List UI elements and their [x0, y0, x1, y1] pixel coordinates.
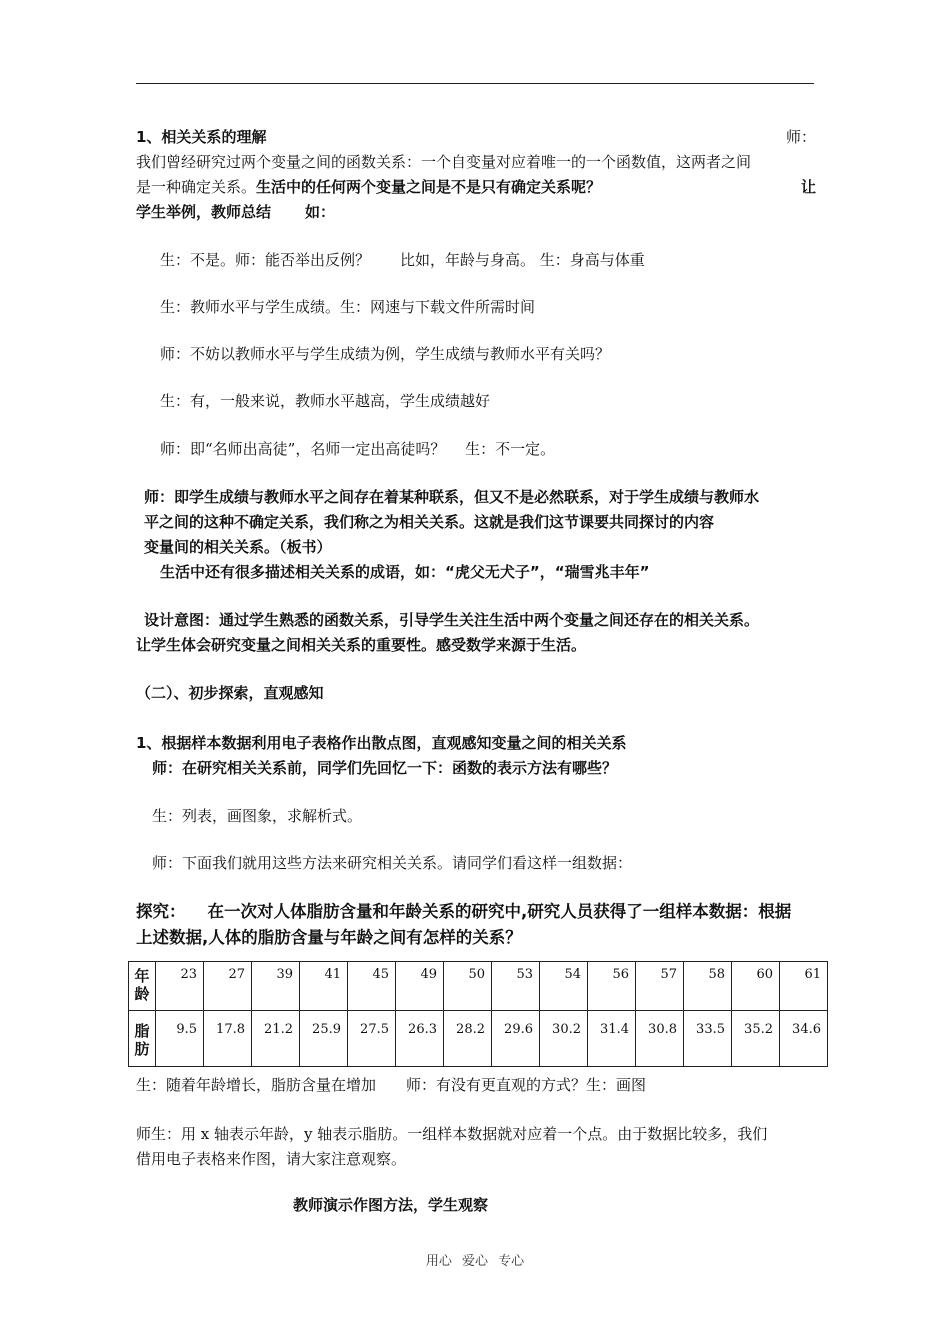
section2-subheading: 1、根据样本数据利用电子表格作出散点图，直观感知变量之间的相关关系	[136, 734, 627, 752]
teacher-tag: 师：	[785, 128, 816, 146]
summary-line-2: 平之间的这种不确定关系，我们称之为相关关系。这就是我们这节课要共同探讨的内容	[144, 513, 715, 531]
fat-cell: 9.5	[156, 1011, 204, 1067]
section2-answer: 生：列表，画图象，求解析式。	[152, 807, 363, 825]
fat-cell: 33.5	[684, 1011, 732, 1067]
fat-cell: 31.4	[588, 1011, 636, 1067]
explore-label: 探究：	[136, 902, 186, 921]
design-line-2: 让学生体会研究变量之间相关关系的重要性。感受数学来源于生活。	[136, 636, 587, 654]
intro-line-2-end: 让	[800, 178, 816, 196]
fat-cell: 17.8	[204, 1011, 252, 1067]
age-cell: 45	[348, 962, 396, 1011]
intro-line-2-plain: 是一种确定关系。	[136, 178, 257, 196]
fat-cell: 30.2	[540, 1011, 588, 1067]
age-header: 年龄	[129, 962, 156, 1011]
explore-text-1: 在一次对人体脂肪含量和年龄关系的研究中,研究人员获得了一组样本数据：根据	[207, 902, 792, 921]
intro-line-3	[136, 202, 335, 222]
design-line-1: 设计意图：通过学生熟悉的函数关系，引导学生关注生活中两个变量之间还存在的相关关系。	[144, 611, 760, 629]
section2-question: 师：在研究相关关系前，同学们先回忆一下：函数的表示方法有哪些？	[152, 759, 618, 777]
section2-teacher: 师：下面我们就用这些方法来研究相关关系。请同学们看这样一组数据：	[152, 854, 633, 872]
fat-cell: 35.2	[732, 1011, 780, 1067]
fat-cell: 25.9	[300, 1011, 348, 1067]
summary-line-4: 生活中还有很多描述相关关系的成语，如：“虎父无犬子”，“瑞雪兆丰年”	[160, 563, 650, 581]
header-rule	[136, 83, 814, 84]
age-cell: 57	[636, 962, 684, 1011]
fat-cell: 28.2	[444, 1011, 492, 1067]
dialogue-line: 师：即“名师出高徒”，名师一定出高徒吗？ 生：不一定。	[160, 440, 556, 458]
age-cell: 61	[780, 962, 828, 1011]
fat-header: 脂肪	[129, 1011, 156, 1067]
table-row-age	[129, 962, 828, 1011]
age-cell: 49	[396, 962, 444, 1011]
intro-line-3-end: 如：	[305, 203, 336, 221]
age-cell: 53	[492, 962, 540, 1011]
age-cell: 41	[300, 962, 348, 1011]
page-footer: 用心 爱心 专心	[425, 1254, 525, 1269]
age-cell: 56	[588, 962, 636, 1011]
summary-line-3: 变量间的相关关系。（板书）	[144, 538, 332, 556]
age-cell: 27	[204, 962, 252, 1011]
demo-line: 教师演示作图方法，学生观察	[293, 1196, 489, 1214]
age-cell: 60	[732, 962, 780, 1011]
fat-cell: 27.5	[348, 1011, 396, 1067]
data-table	[128, 961, 828, 1067]
section1-heading-row	[136, 127, 816, 147]
intro-line-3-text: 学生举例，教师总结	[136, 203, 272, 221]
age-cell: 54	[540, 962, 588, 1011]
summary-line-1: 师：即学生成绩与教师水平之间存在着某种联系，但又不是必然联系，对于学生成绩与教师水	[144, 488, 760, 506]
fat-cell: 26.3	[396, 1011, 444, 1067]
section2-heading: （二）、初步探索，直观感知	[136, 684, 324, 702]
table-row-fat	[129, 1011, 828, 1067]
age-cell: 58	[684, 962, 732, 1011]
fat-cell: 29.6	[492, 1011, 540, 1067]
intro-line-1: 我们曾经研究过两个变量之间的函数关系：一个自变量对应着唯一的一个函数值，这两者之间	[136, 153, 752, 171]
dialogue-line: 师：不妨以教师水平与学生成绩为例，学生成绩与教师水平有关吗？	[160, 345, 611, 363]
dialogue-line: 生：教师水平与学生成绩。生：网速与下载文件所需时间	[160, 298, 536, 316]
fat-cell: 30.8	[636, 1011, 684, 1067]
explore-line-2: 上述数据,人体的脂肪含量与年龄之间有怎样的关系？	[136, 928, 522, 947]
age-cell: 39	[252, 962, 300, 1011]
after-line-2: 师生：用 x 轴表示年龄，y 轴表示脂肪。一组样本数据就对应着一个点。由于数据比较多，我们	[136, 1125, 768, 1143]
dialogue-line: 生：不是。师：能否举出反例？ 比如，年龄与身高。 生：身高与体重	[160, 251, 645, 269]
age-cell: 50	[444, 962, 492, 1011]
intro-line-2	[136, 177, 816, 197]
intro-line-2-bold: 生活中的任何两个变量之间是不是只有确定关系呢？	[256, 178, 602, 196]
after-line-1: 生：随着年龄增长，脂肪含量在增加 师：有没有更直观的方式？生：画图	[136, 1076, 647, 1094]
fat-cell: 21.2	[252, 1011, 300, 1067]
dialogue-line: 生：有，一般来说，教师水平越高，学生成绩越好	[160, 392, 491, 410]
after-line-3: 借用电子表格来作图，请大家注意观察。	[136, 1150, 407, 1168]
age-cell: 23	[156, 962, 204, 1011]
fat-cell: 34.6	[780, 1011, 828, 1067]
section1-heading: 1、相关关系的理解	[136, 128, 267, 146]
explore-line-1	[136, 902, 791, 922]
